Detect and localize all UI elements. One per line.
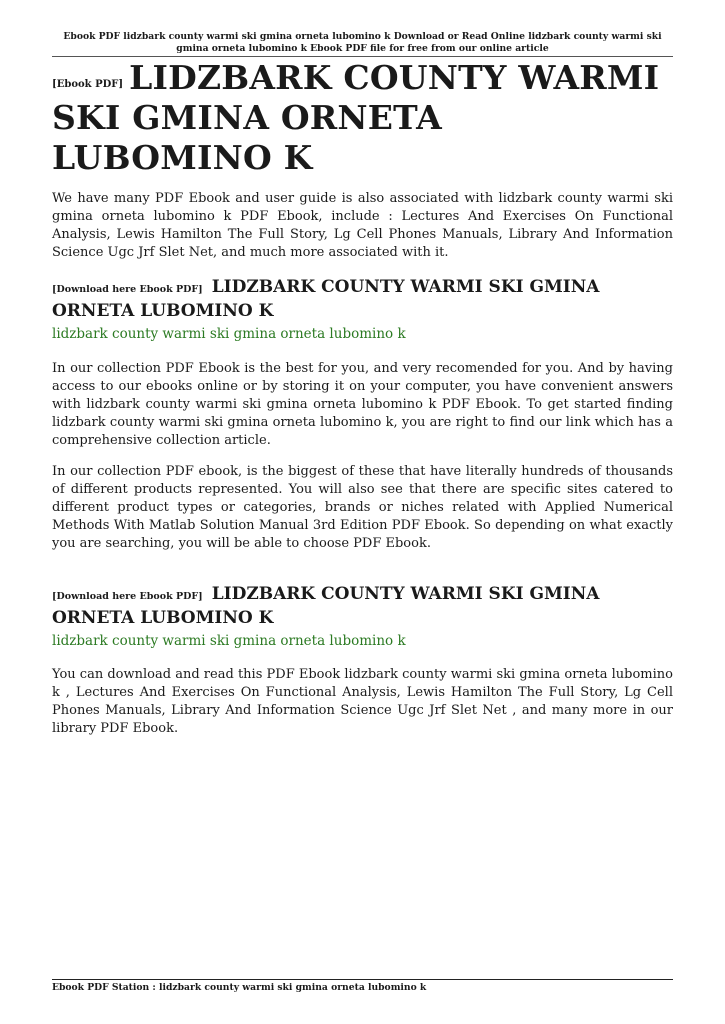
section1-paragraph-1: In our collection PDF Ebook is the best for you, and very recomended for you. And by having access to our ebooks online or by storing it on your computer, you have convenient answers with lidzbark county warmi ski gmina orneta lubomino k PDF Ebook. To get started finding lidzbark county warmi ski gmina orneta lubomino k, you are right to find our link which has a comprehensive collection article. [52, 361, 673, 448]
section1-title: LIDZBARK COUNTY WARMI SKI GMINA ORNETA LUBOMINO K [52, 277, 600, 321]
running-header: Ebook PDF lidzbark county warmi ski gmina orneta lubomino k Download or Read Online lidzbark county warmi ski gmina orneta lubomino k Ebook PDF file for free from our online article [63, 31, 662, 54]
section2-heading [52, 583, 673, 629]
section2-paragraph: You can download and read this PDF Ebook lidzbark county warmi ski gmina orneta lubomino k , Lectures And Exercises On Functional Analysis, Lewis Hamilton The Full Story, Lg Cell Phones Manuals, Library And Information Science Ugc Jrf Slet Net , and many more in our library PDF Ebook. [52, 667, 673, 736]
section1-tag[interactable]: [Download here Ebook PDF] [52, 284, 203, 295]
section2-title: LIDZBARK COUNTY WARMI SKI GMINA ORNETA LUBOMINO K [52, 584, 600, 628]
footer-divider [52, 979, 673, 980]
title-tag: [Ebook PDF] [52, 79, 124, 90]
section2-link[interactable]: lidzbark county warmi ski gmina orneta lubomino k [52, 633, 406, 649]
section2-tag[interactable]: [Download here Ebook PDF] [52, 591, 203, 602]
page-title [52, 58, 673, 178]
section1-link[interactable]: lidzbark county warmi ski gmina orneta lubomino k [52, 326, 406, 342]
footer-text: Ebook PDF Station : lidzbark county warmi ski gmina orneta lubomino k [52, 982, 427, 993]
title-text: LIDZBARK COUNTY WARMI SKI GMINA ORNETA LUBOMINO K [52, 58, 660, 177]
section1-heading [52, 276, 673, 322]
intro-paragraph: We have many PDF Ebook and user guide is also associated with lidzbark county warmi ski gmina orneta lubomino k PDF Ebook, include : Lectures And Exercises On Functional Analysis, Lewis Hamilton The Full Story, Lg Cell Phones Manuals, Library And Information Science Ugc Jrf Slet Net, and much more associated with it. [52, 191, 673, 260]
header-divider [52, 56, 673, 57]
section1-paragraph-2: In our collection PDF ebook, is the biggest of these that have literally hundreds of thousands of different products represented. You will also see that there are specific sites catered to different product types or categories, brands or niches related with Applied Numerical Methods With Matlab Solution Manual 3rd Edition PDF Ebook. So depending on what exactly you are searching, you will be able to choose PDF Ebook. [52, 464, 673, 551]
